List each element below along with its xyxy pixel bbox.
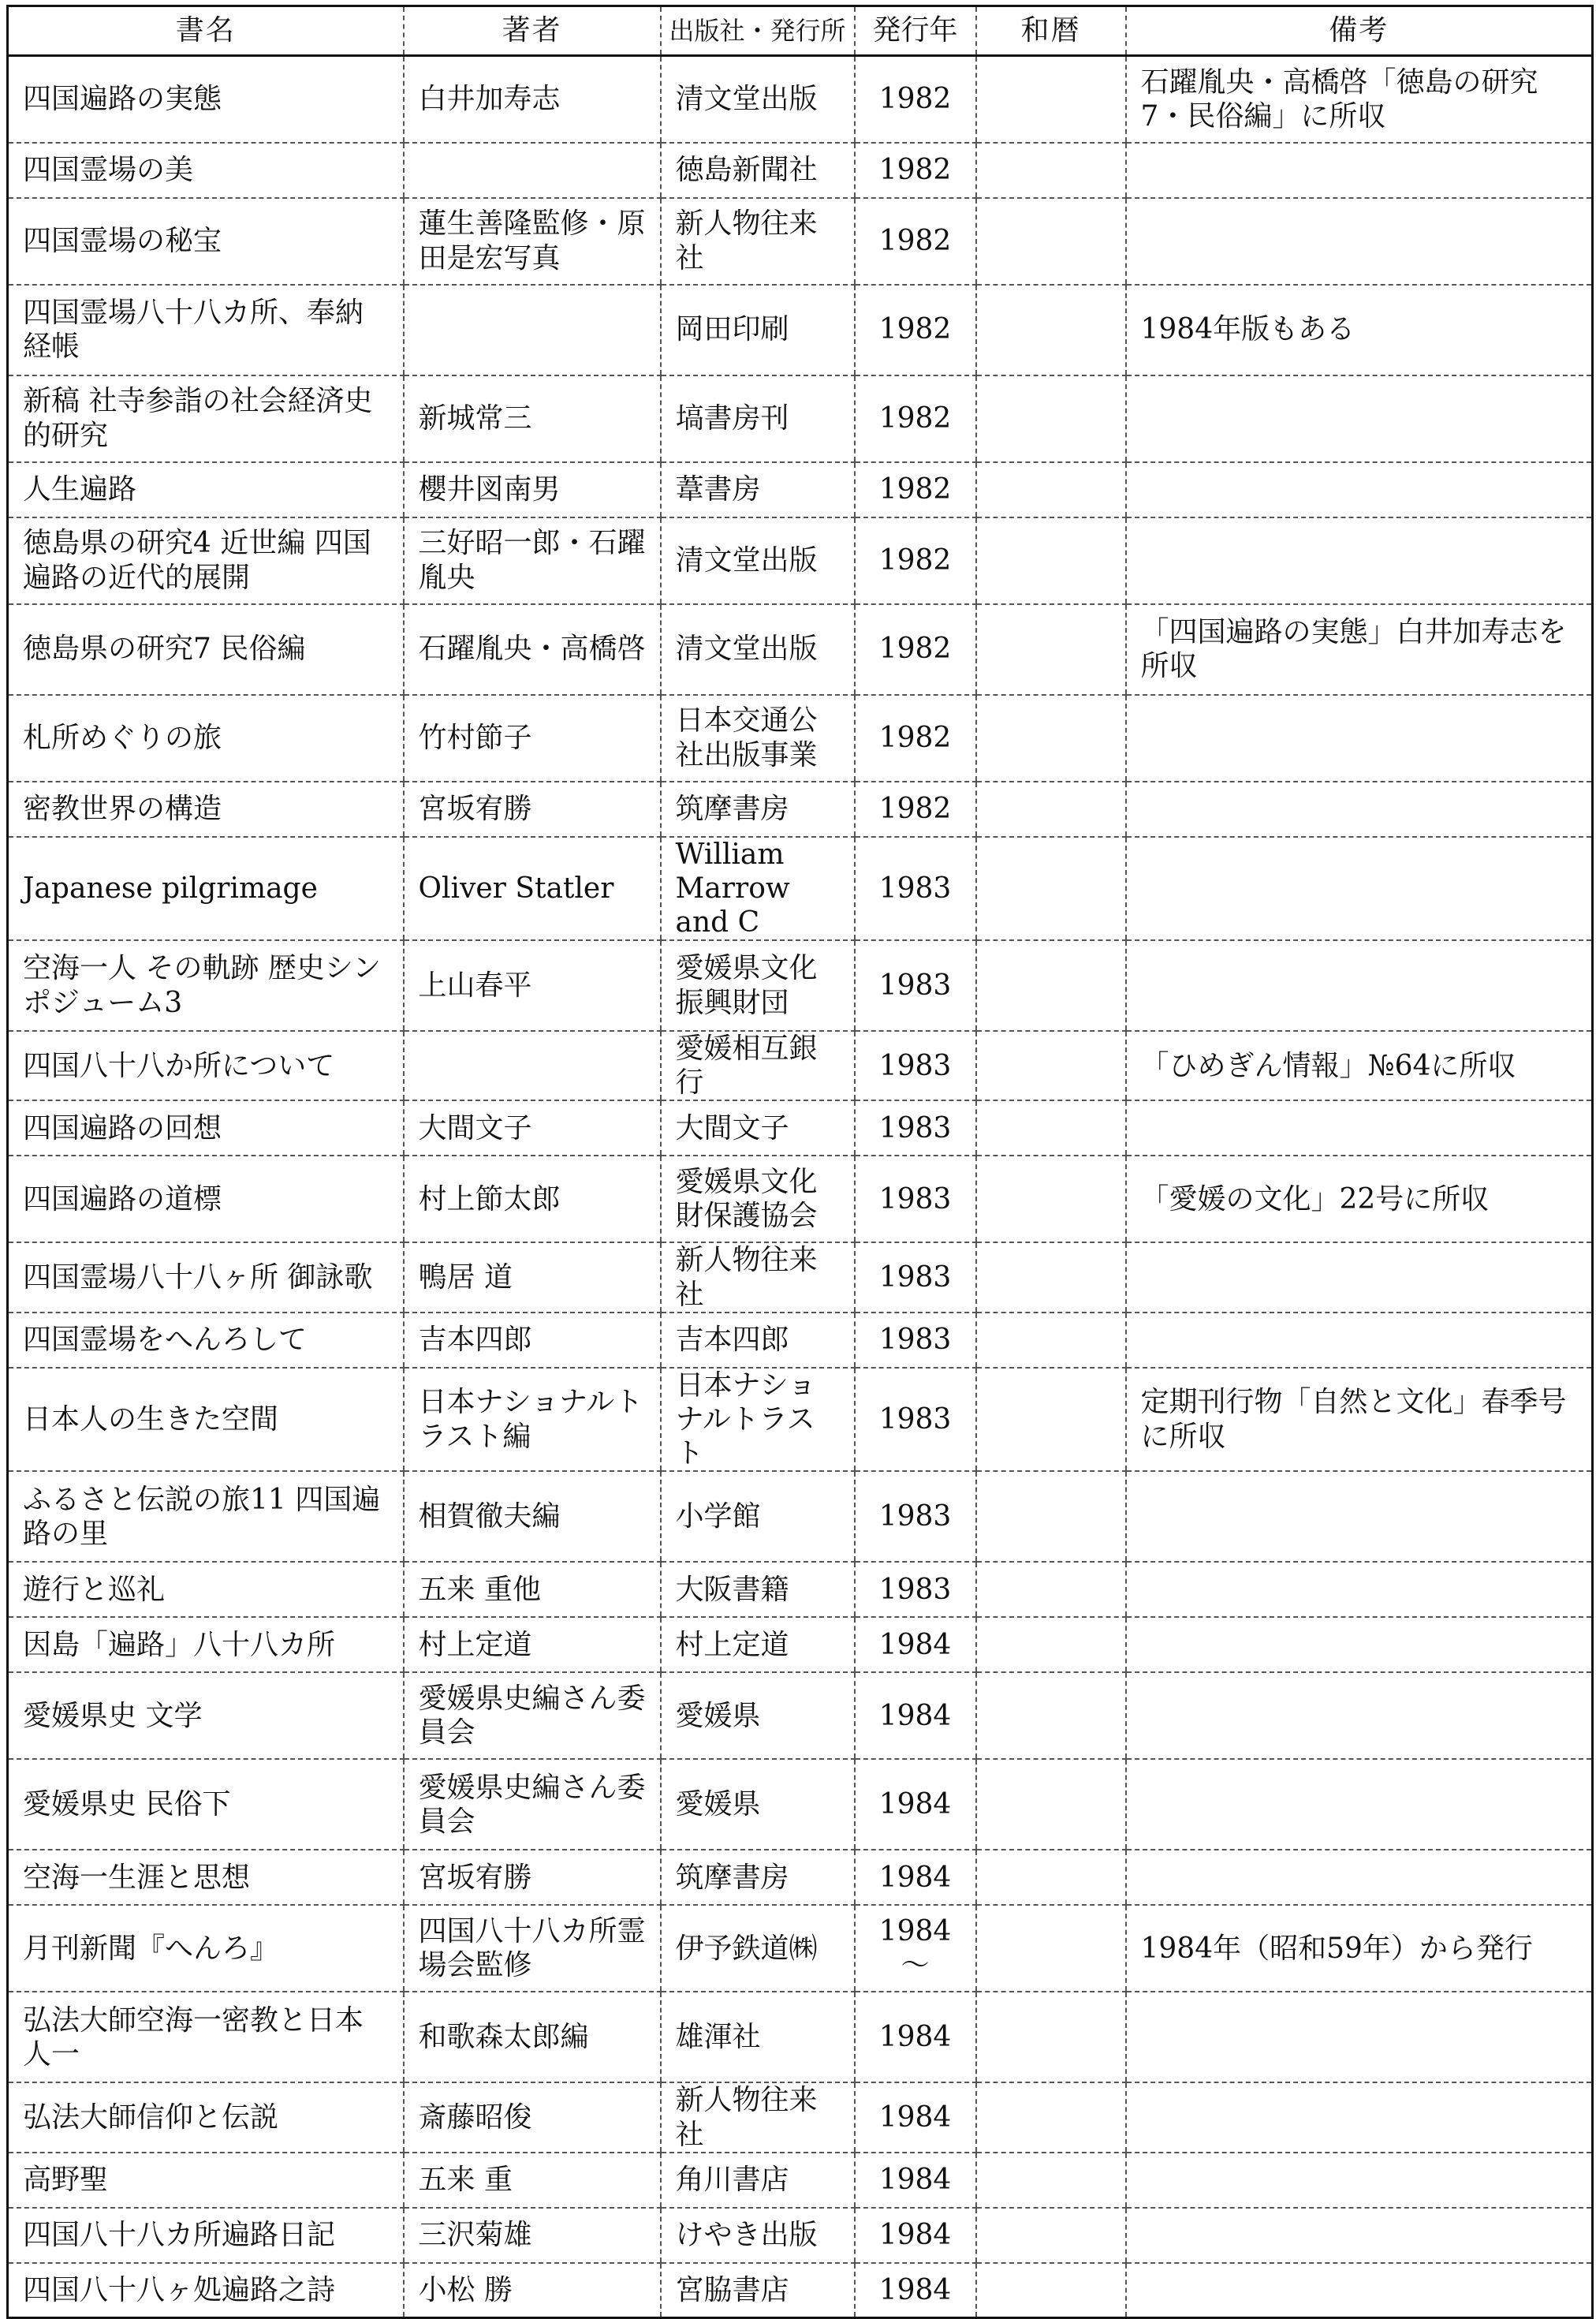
table-row bbox=[8, 2153, 1593, 2208]
cell-wareki bbox=[976, 462, 1126, 517]
cell-title: 四国八十八カ所遍路日記 bbox=[8, 2208, 404, 2263]
cell-author: 小松 勝 bbox=[404, 2263, 661, 2318]
cell-note bbox=[1126, 517, 1593, 604]
cell-author: 日本ナショナルトラスト編 bbox=[404, 1368, 661, 1472]
cell-publisher: 角川書店 bbox=[661, 2153, 855, 2208]
cell-wareki bbox=[976, 1672, 1126, 1759]
cell-title: 四国八十八か所について bbox=[8, 1031, 404, 1100]
table-row bbox=[8, 56, 1593, 143]
cell-year: 1983 bbox=[855, 1031, 976, 1100]
cell-wareki bbox=[976, 1100, 1126, 1156]
header-publisher: 出版社・発行所 bbox=[661, 6, 855, 56]
cell-note bbox=[1126, 782, 1593, 837]
cell-title: 月刊新聞『へんろ』 bbox=[8, 1905, 404, 1992]
cell-title: 札所めぐりの旅 bbox=[8, 695, 404, 782]
cell-title: 徳島県の研究7 民俗編 bbox=[8, 604, 404, 695]
table-row bbox=[8, 375, 1593, 462]
cell-title: 四国霊場八十八カ所、奉納経帳 bbox=[8, 285, 404, 375]
cell-note bbox=[1126, 375, 1593, 462]
table-row bbox=[8, 1562, 1593, 1617]
cell-wareki bbox=[976, 2263, 1126, 2318]
table-row bbox=[8, 1759, 1593, 1850]
cell-author: 大間文子 bbox=[404, 1100, 661, 1156]
cell-year: 1984 bbox=[855, 2153, 976, 2208]
cell-publisher: 清文堂出版 bbox=[661, 517, 855, 604]
header-wareki: 和暦 bbox=[976, 6, 1126, 56]
cell-note bbox=[1126, 1471, 1593, 1562]
cell-note: 1984年（昭和59年）から発行 bbox=[1126, 1905, 1593, 1992]
cell-wareki bbox=[976, 198, 1126, 285]
table-row bbox=[8, 1156, 1593, 1242]
cell-title: 四国霊場の美 bbox=[8, 143, 404, 198]
cell-note bbox=[1126, 1100, 1593, 1156]
cell-note bbox=[1126, 143, 1593, 198]
cell-year: 1982 bbox=[855, 285, 976, 375]
cell-publisher: 小学館 bbox=[661, 1471, 855, 1562]
cell-publisher: 愛媛県 bbox=[661, 1759, 855, 1850]
cell-publisher: けやき出版 bbox=[661, 2208, 855, 2263]
cell-author: 新城常三 bbox=[404, 375, 661, 462]
cell-wareki bbox=[976, 1471, 1126, 1562]
cell-wareki bbox=[976, 1242, 1126, 1312]
cell-wareki bbox=[976, 940, 1126, 1031]
cell-note bbox=[1126, 837, 1593, 941]
cell-year: 1982 bbox=[855, 695, 976, 782]
cell-year: 1983 bbox=[855, 1562, 976, 1617]
cell-publisher: 愛媛県 bbox=[661, 1672, 855, 1759]
cell-title: 密教世界の構造 bbox=[8, 782, 404, 837]
cell-note: 「ひめぎん情報」№64に所収 bbox=[1126, 1031, 1593, 1100]
cell-year: 1984 bbox=[855, 1992, 976, 2082]
cell-year: 1982 bbox=[855, 782, 976, 837]
cell-year: 1982 bbox=[855, 198, 976, 285]
table-row bbox=[8, 143, 1593, 198]
cell-note: 石躍胤央・高橋啓「徳島の研究7・民俗編」に所収 bbox=[1126, 56, 1593, 143]
cell-title: 高野聖 bbox=[8, 2153, 404, 2208]
cell-note bbox=[1126, 462, 1593, 517]
cell-wareki bbox=[976, 1031, 1126, 1100]
cell-year: 1983 bbox=[855, 1156, 976, 1242]
cell-note bbox=[1126, 940, 1593, 1031]
cell-author: 愛媛県史編さん委員会 bbox=[404, 1759, 661, 1850]
cell-year: 1984 bbox=[855, 1672, 976, 1759]
cell-author: 吉本四郎 bbox=[404, 1313, 661, 1368]
cell-wareki bbox=[976, 1562, 1126, 1617]
cell-publisher: 愛媛県文化振興財団 bbox=[661, 940, 855, 1031]
table-row bbox=[8, 1313, 1593, 1368]
cell-note bbox=[1126, 1992, 1593, 2082]
cell-year: 1984～ bbox=[855, 1905, 976, 1992]
cell-wareki bbox=[976, 1368, 1126, 1472]
cell-year: 1983 bbox=[855, 940, 976, 1031]
table-row bbox=[8, 1617, 1593, 1672]
cell-author bbox=[404, 1031, 661, 1100]
cell-wareki bbox=[976, 782, 1126, 837]
cell-publisher: 徳島新聞社 bbox=[661, 143, 855, 198]
cell-author: 五来 重 bbox=[404, 2153, 661, 2208]
cell-wareki bbox=[976, 1905, 1126, 1992]
cell-wareki bbox=[976, 2208, 1126, 2263]
cell-publisher: 新人物往来社 bbox=[661, 2082, 855, 2152]
cell-author: 鴨居 道 bbox=[404, 1242, 661, 1312]
cell-note bbox=[1126, 1850, 1593, 1905]
header-row bbox=[8, 6, 1593, 56]
cell-publisher: 吉本四郎 bbox=[661, 1313, 855, 1368]
cell-publisher: 村上定道 bbox=[661, 1617, 855, 1672]
cell-year: 1983 bbox=[855, 1242, 976, 1312]
cell-year: 1984 bbox=[855, 1850, 976, 1905]
bibliography-table bbox=[6, 5, 1594, 2319]
cell-title: 四国霊場の秘宝 bbox=[8, 198, 404, 285]
cell-title: 愛媛県史 文学 bbox=[8, 1672, 404, 1759]
cell-author: 和歌森太郎編 bbox=[404, 1992, 661, 2082]
cell-note bbox=[1126, 2153, 1593, 2208]
cell-wareki bbox=[976, 56, 1126, 143]
cell-note bbox=[1126, 2263, 1593, 2318]
table-row bbox=[8, 695, 1593, 782]
cell-wareki bbox=[976, 1992, 1126, 2082]
cell-author: 斎藤昭俊 bbox=[404, 2082, 661, 2152]
cell-year: 1982 bbox=[855, 375, 976, 462]
cell-author: 蓮生善隆監修・原田是宏写真 bbox=[404, 198, 661, 285]
cell-year: 1983 bbox=[855, 1471, 976, 1562]
cell-publisher: 筑摩書房 bbox=[661, 1850, 855, 1905]
cell-wareki bbox=[976, 695, 1126, 782]
cell-publisher: 宮脇書店 bbox=[661, 2263, 855, 2318]
cell-note bbox=[1126, 1242, 1593, 1312]
cell-publisher: 清文堂出版 bbox=[661, 56, 855, 143]
cell-author: 宮坂宥勝 bbox=[404, 1850, 661, 1905]
table-row bbox=[8, 1368, 1593, 1472]
table-row bbox=[8, 1242, 1593, 1312]
cell-note: 定期刊行物「自然と文化」春季号に所収 bbox=[1126, 1368, 1593, 1472]
cell-publisher: 清文堂出版 bbox=[661, 604, 855, 695]
cell-note bbox=[1126, 1313, 1593, 1368]
header-author: 著者 bbox=[404, 6, 661, 56]
cell-title: 四国遍路の道標 bbox=[8, 1156, 404, 1242]
cell-title: 四国霊場八十八ヶ所 御詠歌 bbox=[8, 1242, 404, 1312]
cell-title: 四国八十八ヶ処遍路之詩 bbox=[8, 2263, 404, 2318]
cell-title: 遊行と巡礼 bbox=[8, 1562, 404, 1617]
cell-author: 四国八十八カ所霊場会監修 bbox=[404, 1905, 661, 1992]
table-row bbox=[8, 2263, 1593, 2318]
cell-author: 村上定道 bbox=[404, 1617, 661, 1672]
cell-note: 1984年版もある bbox=[1126, 285, 1593, 375]
cell-author: Oliver Statler bbox=[404, 837, 661, 941]
cell-title: 四国霊場をへんろして bbox=[8, 1313, 404, 1368]
cell-author: 三好昭一郎・石躍胤央 bbox=[404, 517, 661, 604]
cell-wareki bbox=[976, 1313, 1126, 1368]
cell-wareki bbox=[976, 1850, 1126, 1905]
cell-author: 石躍胤央・高橋啓 bbox=[404, 604, 661, 695]
cell-title: 新稿 社寺参詣の社会経済史的研究 bbox=[8, 375, 404, 462]
cell-year: 1982 bbox=[855, 517, 976, 604]
cell-author: 櫻井図南男 bbox=[404, 462, 661, 517]
table-row bbox=[8, 517, 1593, 604]
table-row bbox=[8, 604, 1593, 695]
table-row bbox=[8, 782, 1593, 837]
cell-author: 愛媛県史編さん委員会 bbox=[404, 1672, 661, 1759]
cell-title: 日本人の生きた空間 bbox=[8, 1368, 404, 1472]
cell-publisher: 新人物往来社 bbox=[661, 198, 855, 285]
cell-wareki bbox=[976, 2153, 1126, 2208]
cell-note bbox=[1126, 1672, 1593, 1759]
cell-wareki bbox=[976, 285, 1126, 375]
cell-author: 宮坂宥勝 bbox=[404, 782, 661, 837]
cell-wareki bbox=[976, 837, 1126, 941]
table-row bbox=[8, 1672, 1593, 1759]
cell-year: 1984 bbox=[855, 2263, 976, 2318]
cell-publisher: 岡田印刷 bbox=[661, 285, 855, 375]
cell-year: 1982 bbox=[855, 56, 976, 143]
cell-author: 上山春平 bbox=[404, 940, 661, 1031]
cell-publisher: 愛媛県文化財保護協会 bbox=[661, 1156, 855, 1242]
cell-year: 1984 bbox=[855, 2208, 976, 2263]
cell-publisher: 塙書房刊 bbox=[661, 375, 855, 462]
cell-author: 村上節太郎 bbox=[404, 1156, 661, 1242]
table-row bbox=[8, 1992, 1593, 2082]
cell-author bbox=[404, 285, 661, 375]
table-row bbox=[8, 2082, 1593, 2152]
cell-title: 徳島県の研究4 近世編 四国遍路の近代的展開 bbox=[8, 517, 404, 604]
cell-title: 四国遍路の実態 bbox=[8, 56, 404, 143]
table-row bbox=[8, 462, 1593, 517]
cell-wareki bbox=[976, 517, 1126, 604]
cell-note: 「愛媛の文化」22号に所収 bbox=[1126, 1156, 1593, 1242]
cell-wareki bbox=[976, 375, 1126, 462]
cell-title: 空海一人 その軌跡 歴史シンポジューム3 bbox=[8, 940, 404, 1031]
cell-wareki bbox=[976, 1617, 1126, 1672]
cell-wareki bbox=[976, 1156, 1126, 1242]
cell-note bbox=[1126, 695, 1593, 782]
cell-author: 五来 重他 bbox=[404, 1562, 661, 1617]
table-row bbox=[8, 1905, 1593, 1992]
cell-title: 空海一生涯と思想 bbox=[8, 1850, 404, 1905]
cell-note bbox=[1126, 1617, 1593, 1672]
table-row bbox=[8, 1031, 1593, 1100]
cell-publisher: William Marrow and C bbox=[661, 837, 855, 941]
table-row bbox=[8, 198, 1593, 285]
cell-author: 相賀徹夫編 bbox=[404, 1471, 661, 1562]
cell-year: 1983 bbox=[855, 1368, 976, 1472]
cell-title: 愛媛県史 民俗下 bbox=[8, 1759, 404, 1850]
cell-wareki bbox=[976, 604, 1126, 695]
header-year: 発行年 bbox=[855, 6, 976, 56]
cell-note bbox=[1126, 1562, 1593, 1617]
cell-publisher: 大阪書籍 bbox=[661, 1562, 855, 1617]
cell-publisher: 日本交通公社出版事業 bbox=[661, 695, 855, 782]
cell-author: 白井加寿志 bbox=[404, 56, 661, 143]
cell-wareki bbox=[976, 1759, 1126, 1850]
cell-year: 1984 bbox=[855, 1759, 976, 1850]
cell-note: 「四国遍路の実態」白井加寿志を所収 bbox=[1126, 604, 1593, 695]
cell-publisher: 雄渾社 bbox=[661, 1992, 855, 2082]
table-row bbox=[8, 940, 1593, 1031]
cell-year: 1982 bbox=[855, 604, 976, 695]
cell-publisher: 愛媛相互銀行 bbox=[661, 1031, 855, 1100]
cell-title: 人生遍路 bbox=[8, 462, 404, 517]
cell-year: 1983 bbox=[855, 837, 976, 941]
table-row bbox=[8, 1471, 1593, 1562]
cell-year: 1982 bbox=[855, 462, 976, 517]
cell-publisher: 日本ナショナルトラスト bbox=[661, 1368, 855, 1472]
cell-author: 竹村節子 bbox=[404, 695, 661, 782]
cell-publisher: 大間文子 bbox=[661, 1100, 855, 1156]
cell-wareki bbox=[976, 143, 1126, 198]
cell-publisher: 新人物往来社 bbox=[661, 1242, 855, 1312]
cell-title: Japanese pilgrimage bbox=[8, 837, 404, 941]
cell-author bbox=[404, 143, 661, 198]
cell-note bbox=[1126, 198, 1593, 285]
table-row bbox=[8, 2208, 1593, 2263]
cell-year: 1982 bbox=[855, 143, 976, 198]
cell-publisher: 葦書房 bbox=[661, 462, 855, 517]
cell-title: ふるさと伝説の旅11 四国遍路の里 bbox=[8, 1471, 404, 1562]
cell-note bbox=[1126, 1759, 1593, 1850]
cell-year: 1984 bbox=[855, 1617, 976, 1672]
cell-title: 弘法大師信仰と伝説 bbox=[8, 2082, 404, 2152]
table-row bbox=[8, 285, 1593, 375]
cell-author: 三沢菊雄 bbox=[404, 2208, 661, 2263]
cell-publisher: 伊予鉄道㈱ bbox=[661, 1905, 855, 1992]
table-row bbox=[8, 1850, 1593, 1905]
cell-year: 1983 bbox=[855, 1100, 976, 1156]
cell-year: 1984 bbox=[855, 2082, 976, 2152]
cell-note bbox=[1126, 2082, 1593, 2152]
cell-title: 弘法大師空海一密教と日本人一 bbox=[8, 1992, 404, 2082]
cell-wareki bbox=[976, 2082, 1126, 2152]
header-title: 書名 bbox=[8, 6, 404, 56]
cell-title: 因島「遍路」八十八カ所 bbox=[8, 1617, 404, 1672]
cell-note bbox=[1126, 2208, 1593, 2263]
header-note: 備考 bbox=[1126, 6, 1593, 56]
cell-year: 1983 bbox=[855, 1313, 976, 1368]
table-row bbox=[8, 837, 1593, 941]
cell-title: 四国遍路の回想 bbox=[8, 1100, 404, 1156]
cell-publisher: 筑摩書房 bbox=[661, 782, 855, 837]
table-row bbox=[8, 1100, 1593, 1156]
